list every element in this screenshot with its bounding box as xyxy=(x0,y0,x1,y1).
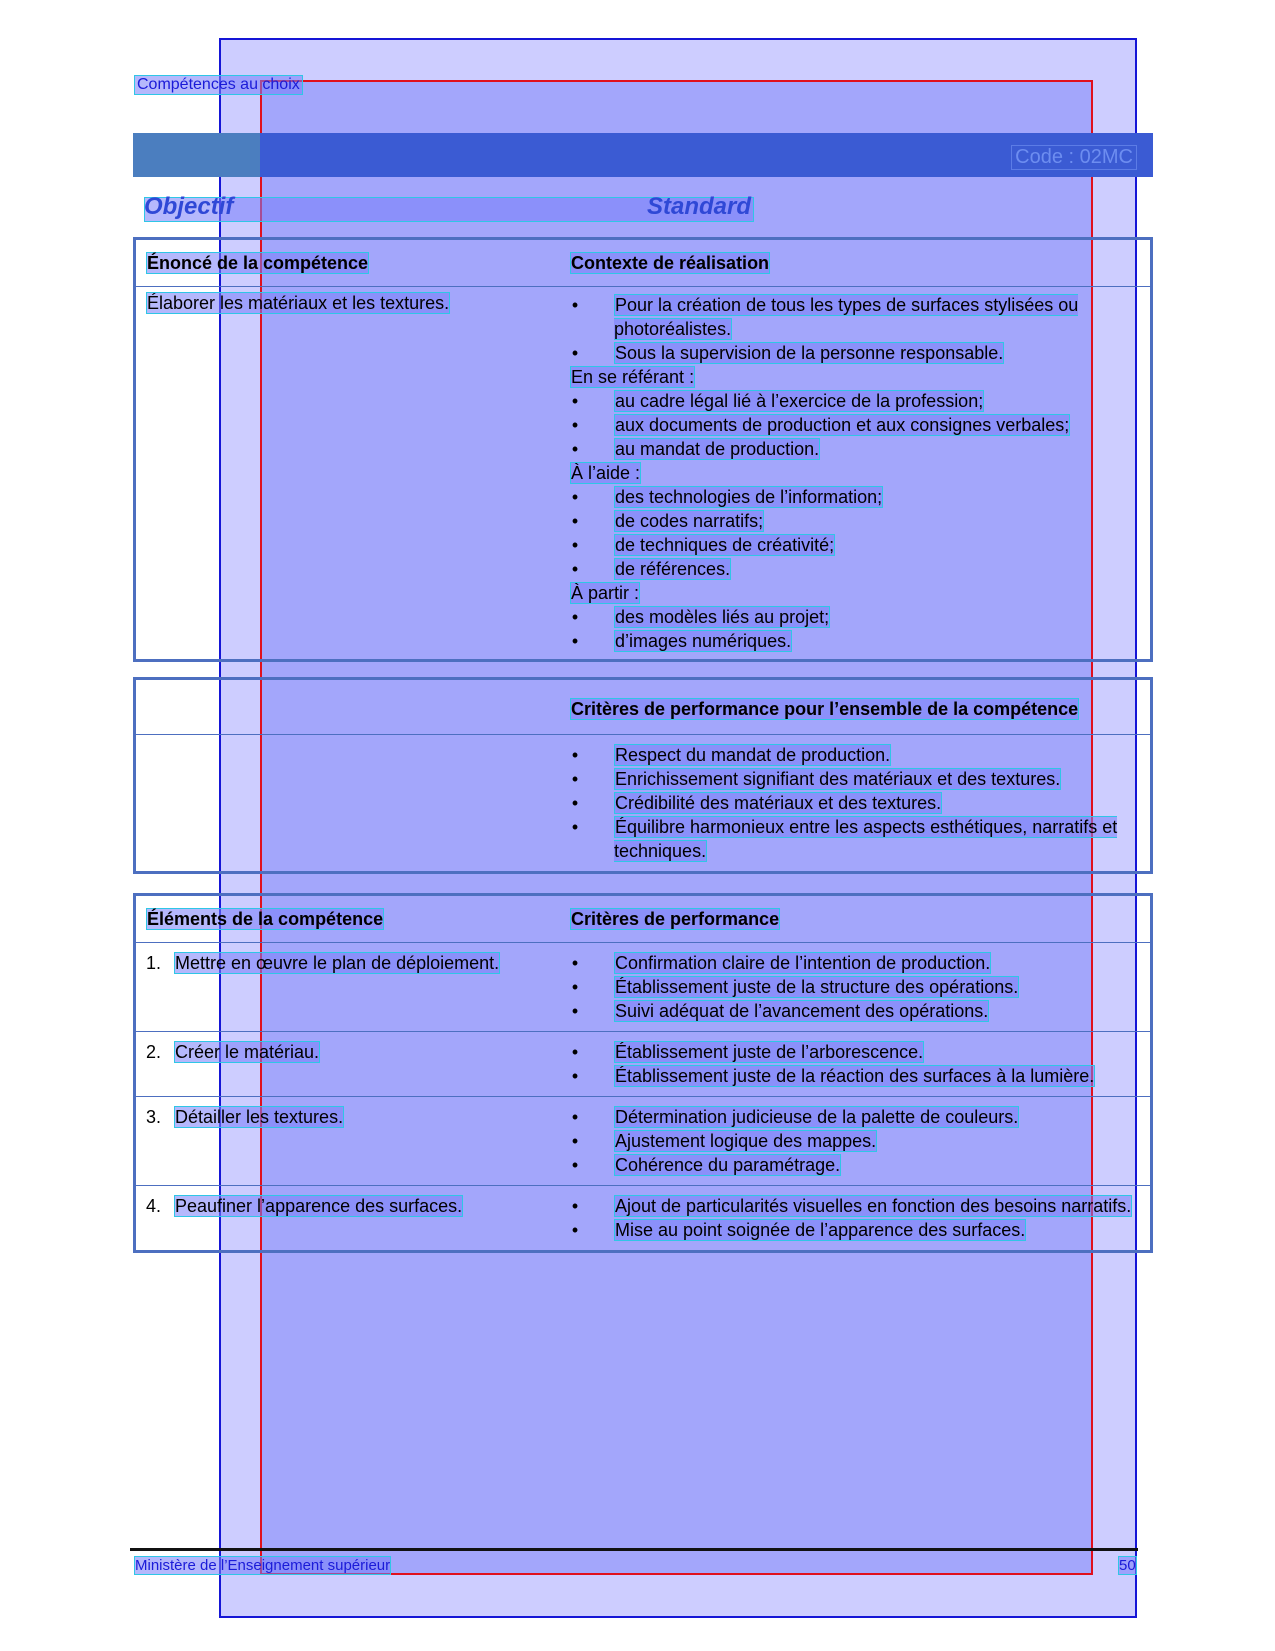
context-text: de techniques de créativité; xyxy=(615,535,835,555)
list-item xyxy=(570,767,1140,791)
context-subheading xyxy=(570,581,1140,605)
footer-ministry: Ministère de l’Enseignement supérieur xyxy=(135,1557,391,1574)
table-row xyxy=(135,943,1152,1032)
context-text: de codes narratifs; xyxy=(615,511,764,531)
context-items xyxy=(570,293,1140,653)
context-text: au mandat de production. xyxy=(615,439,820,459)
statement-header: Énoncé de la compétence xyxy=(147,252,369,273)
table-row xyxy=(135,1032,1152,1097)
context-text: des modèles liés au projet; xyxy=(615,607,830,627)
list-item xyxy=(570,743,1140,767)
list-item xyxy=(570,1129,1140,1153)
criteria-header: Critères de performance xyxy=(571,908,780,929)
criterion-text: Établissement juste de la structure des opérations. xyxy=(615,977,1019,997)
elements-header: Éléments de la compétence xyxy=(147,908,384,929)
list-item xyxy=(570,1040,1140,1064)
elements-table xyxy=(133,893,1153,1253)
criterion-text: Cohérence du paramétrage. xyxy=(615,1155,841,1175)
criterion-text: Établissement juste de la réaction des surfaces à la lumière. xyxy=(615,1066,1095,1086)
table-header-row xyxy=(135,895,1152,943)
list-item xyxy=(570,485,1140,509)
objective-heading: Objectif xyxy=(144,193,234,220)
competence-element xyxy=(146,1040,550,1064)
context-list xyxy=(560,287,1152,661)
element-criteria-list xyxy=(570,1105,1140,1177)
element-number: 1. xyxy=(146,953,162,973)
context-text: À partir : xyxy=(571,583,640,603)
list-item xyxy=(570,791,1140,815)
list-item xyxy=(570,413,1140,437)
overall-criteria-header: Critères de performance pour l’ensemble de la compétence xyxy=(571,698,1079,719)
table-header-row xyxy=(135,679,1152,735)
element-text: Mettre en œuvre le plan de déploiement. xyxy=(175,953,500,973)
element-number: 2. xyxy=(146,1042,162,1062)
list-item xyxy=(570,437,1140,461)
criterion-text: Équilibre harmonieux entre les aspects esthétiques, narratifs et techniques. xyxy=(614,817,1118,861)
context-subheading xyxy=(570,365,1140,389)
criterion-text: Mise au point soignée de l’apparence des surfaces. xyxy=(615,1220,1026,1240)
context-text: d’images numériques. xyxy=(615,631,792,651)
list-item xyxy=(570,533,1140,557)
running-header: Compétences au choix xyxy=(134,75,303,95)
code-bar xyxy=(133,133,1153,177)
code-label: Code : xyxy=(1015,146,1075,168)
context-text: de références. xyxy=(615,559,731,579)
list-item xyxy=(570,605,1140,629)
table-row xyxy=(135,287,1152,661)
list-item xyxy=(570,951,1140,975)
context-text: Pour la création de tous les types de surfaces stylisées ou photoréalistes. xyxy=(614,295,1079,339)
list-item xyxy=(570,557,1140,581)
list-item xyxy=(570,815,1140,863)
page-number: 50 xyxy=(1119,1557,1136,1574)
criterion-text: Détermination judicieuse de la palette de couleurs. xyxy=(615,1107,1019,1127)
list-item xyxy=(570,1153,1140,1177)
code-bar-accent xyxy=(133,133,260,177)
context-text: des technologies de l’information; xyxy=(615,487,883,507)
standard-heading: Standard xyxy=(647,193,752,220)
context-text: aux documents de production et aux consignes verbales; xyxy=(615,415,1070,435)
table-row xyxy=(135,1097,1152,1186)
overall-criteria-table xyxy=(133,677,1153,874)
criterion-text: Respect du mandat de production. xyxy=(615,745,891,765)
list-item xyxy=(570,975,1140,999)
competence-statement: Élaborer les matériaux et les textures. xyxy=(147,293,450,313)
context-text: À l’aide : xyxy=(571,463,641,483)
element-text: Détailler les textures. xyxy=(175,1107,344,1127)
table-row xyxy=(135,735,1152,873)
competence-element xyxy=(146,951,550,975)
list-item xyxy=(570,293,1140,341)
criterion-text: Ajustement logique des mappes. xyxy=(615,1131,877,1151)
criterion-text: Enrichissement signifiant des matériaux et des textures. xyxy=(615,769,1061,789)
element-criteria-list xyxy=(570,1040,1140,1088)
context-text: Sous la supervision de la personne responsable. xyxy=(615,343,1004,363)
table-row xyxy=(135,1186,1152,1252)
context-header: Contexte de réalisation xyxy=(571,252,770,273)
competence-table xyxy=(133,237,1153,662)
context-text: au cadre légal lié à l’exercice de la profession; xyxy=(615,391,984,411)
element-criteria-list xyxy=(570,1194,1140,1242)
context-subheading xyxy=(570,461,1140,485)
list-item xyxy=(570,389,1140,413)
list-item xyxy=(570,999,1140,1023)
element-text: Peaufiner l’apparence des surfaces. xyxy=(175,1196,463,1216)
criterion-text: Établissement juste de l’arborescence. xyxy=(615,1042,924,1062)
competence-code xyxy=(1011,145,1137,170)
competence-element xyxy=(146,1105,550,1129)
list-item xyxy=(570,1105,1140,1129)
code-value: 02MC xyxy=(1079,146,1133,168)
criterion-text: Suivi adéquat de l’avancement des opérations. xyxy=(615,1001,989,1021)
table-header-row xyxy=(135,239,1152,287)
list-item xyxy=(570,629,1140,653)
element-number: 4. xyxy=(146,1196,162,1216)
list-item xyxy=(570,1194,1140,1218)
element-text: Créer le matériau. xyxy=(175,1042,320,1062)
element-criteria-list xyxy=(570,951,1140,1023)
footer-rule xyxy=(130,1548,1138,1551)
criterion-text: Ajout de particularités visuelles en fonction des besoins narratifs. xyxy=(615,1196,1132,1216)
criterion-text: Confirmation claire de l’intention de production. xyxy=(615,953,991,973)
criterion-text: Crédibilité des matériaux et des textures. xyxy=(615,793,942,813)
list-item xyxy=(570,341,1140,365)
list-item xyxy=(570,1064,1140,1088)
competence-element xyxy=(146,1194,550,1218)
list-item xyxy=(570,509,1140,533)
list-item xyxy=(570,1218,1140,1242)
overall-criteria-list xyxy=(570,743,1140,863)
element-number: 3. xyxy=(146,1107,162,1127)
context-text: En se référant : xyxy=(571,367,695,387)
